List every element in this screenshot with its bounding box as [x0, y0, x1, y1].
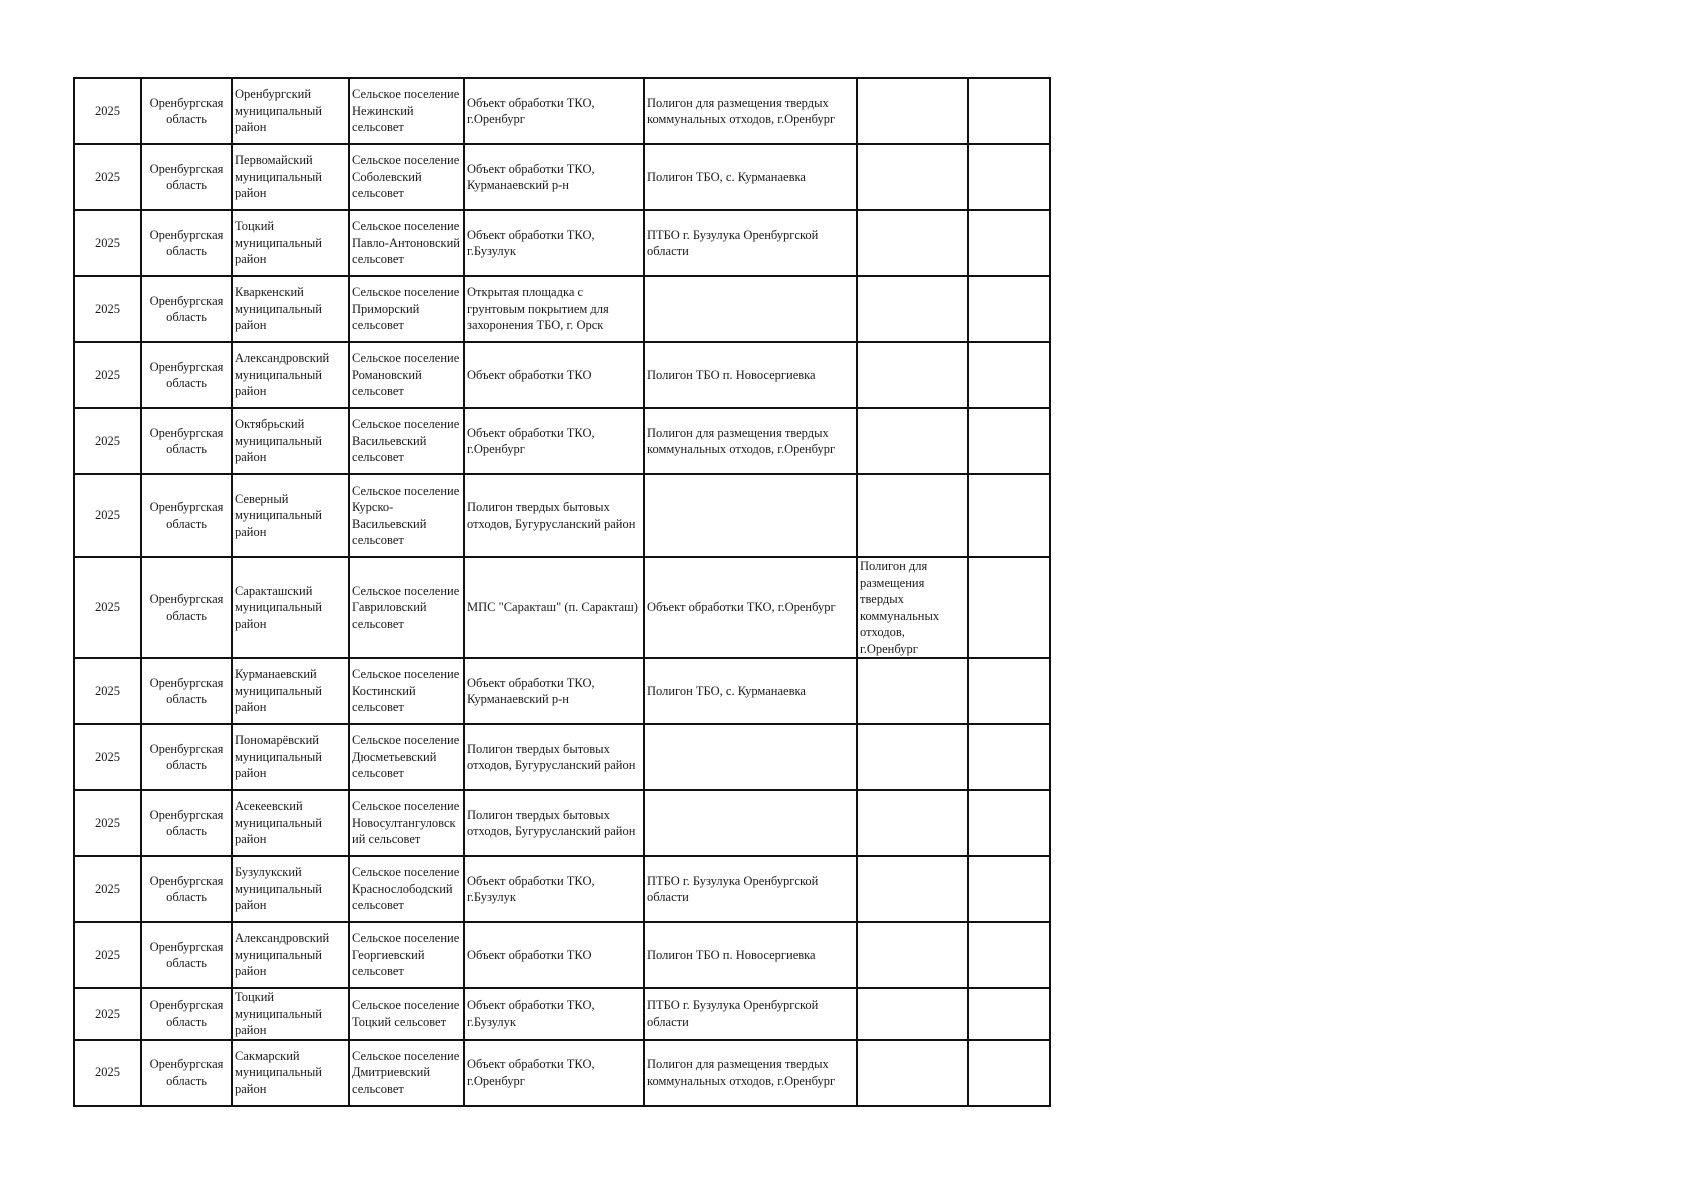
region-cell: Оренбургская область	[141, 922, 232, 988]
object2-cell: Полигон для размещения твердых коммунальных отходов, г.Оренбург	[644, 408, 857, 474]
table-row	[74, 988, 1050, 1040]
year-cell: 2025	[74, 276, 141, 342]
year-cell: 2025	[74, 724, 141, 790]
waste-routing-table	[73, 77, 1051, 1107]
table-row	[74, 557, 1050, 658]
region-cell: Оренбургская область	[141, 144, 232, 210]
settlement-cell: Сельское поселение Романовский сельсовет	[349, 342, 464, 408]
object2-cell: Полигон ТБО п. Новосергиевка	[644, 342, 857, 408]
object2-cell: Полигон ТБО п. Новосергиевка	[644, 922, 857, 988]
year-cell: 2025	[74, 144, 141, 210]
year-cell: 2025	[74, 342, 141, 408]
extra-cell	[968, 474, 1050, 557]
settlement-cell: Сельское поселение Дюсметьевский сельсовет	[349, 724, 464, 790]
object2-cell	[644, 790, 857, 856]
region-cell: Оренбургская область	[141, 276, 232, 342]
object3-cell	[857, 342, 968, 408]
settlement-cell: Сельское поселение Тоцкий сельсовет	[349, 988, 464, 1040]
settlement-cell: Сельское поселение Дмитриевский сельсовет	[349, 1040, 464, 1106]
object1-cell: Объект обработки ТКО, г.Бузулук	[464, 988, 644, 1040]
object1-cell: Объект обработки ТКО, г.Оренбург	[464, 408, 644, 474]
object3-cell	[857, 144, 968, 210]
extra-cell	[968, 922, 1050, 988]
object3-cell	[857, 1040, 968, 1106]
extra-cell	[968, 144, 1050, 210]
object2-cell: Полигон для размещения твердых коммунальных отходов, г.Оренбург	[644, 78, 857, 144]
district-cell: Тоцкий муниципальный район	[232, 988, 349, 1040]
object3-cell	[857, 724, 968, 790]
district-cell: Кваркенский муниципальный район	[232, 276, 349, 342]
region-cell: Оренбургская область	[141, 210, 232, 276]
year-cell: 2025	[74, 658, 141, 724]
region-cell: Оренбургская область	[141, 342, 232, 408]
object2-cell	[644, 276, 857, 342]
region-cell: Оренбургская область	[141, 658, 232, 724]
extra-cell	[968, 210, 1050, 276]
object1-cell: Объект обработки ТКО, г.Оренбург	[464, 1040, 644, 1106]
extra-cell	[968, 276, 1050, 342]
table-row	[74, 210, 1050, 276]
object2-cell	[644, 724, 857, 790]
settlement-cell: Сельское поселение Нежинский сельсовет	[349, 78, 464, 144]
object1-cell: Полигон твердых бытовых отходов, Бугурусланский район	[464, 724, 644, 790]
object3-cell	[857, 78, 968, 144]
table-row	[74, 724, 1050, 790]
extra-cell	[968, 557, 1050, 658]
extra-cell	[968, 856, 1050, 922]
object3-cell	[857, 210, 968, 276]
extra-cell	[968, 988, 1050, 1040]
extra-cell	[968, 342, 1050, 408]
year-cell: 2025	[74, 856, 141, 922]
object1-cell: Объект обработки ТКО, Курманаевский р-н	[464, 658, 644, 724]
region-cell: Оренбургская область	[141, 724, 232, 790]
settlement-cell: Сельское поселение Костинский сельсовет	[349, 658, 464, 724]
year-cell: 2025	[74, 1040, 141, 1106]
settlement-cell: Сельское поселение Курско-Васильевский сельсовет	[349, 474, 464, 557]
district-cell: Асекеевский муниципальный район	[232, 790, 349, 856]
settlement-cell: Сельское поселение Новосултангуловский сельсовет	[349, 790, 464, 856]
year-cell: 2025	[74, 922, 141, 988]
object1-cell: Объект обработки ТКО, Курманаевский р-н	[464, 144, 644, 210]
settlement-cell: Сельское поселение Краснослободский сельсовет	[349, 856, 464, 922]
object2-cell: Объект обработки ТКО, г.Оренбург	[644, 557, 857, 658]
year-cell: 2025	[74, 408, 141, 474]
district-cell: Саракташский муниципальный район	[232, 557, 349, 658]
region-cell: Оренбургская область	[141, 988, 232, 1040]
object1-cell: Объект обработки ТКО, г.Оренбург	[464, 78, 644, 144]
object1-cell: Открытая площадка с грунтовым покрытием для захоронения ТБО, г. Орск	[464, 276, 644, 342]
year-cell: 2025	[74, 210, 141, 276]
region-cell: Оренбургская область	[141, 408, 232, 474]
district-cell: Бузулукский муниципальный район	[232, 856, 349, 922]
settlement-cell: Сельское поселение Соболевский сельсовет	[349, 144, 464, 210]
object1-cell: Полигон твердых бытовых отходов, Бугурусланский район	[464, 474, 644, 557]
extra-cell	[968, 78, 1050, 144]
object3-cell	[857, 658, 968, 724]
object3-cell	[857, 474, 968, 557]
object3-cell	[857, 790, 968, 856]
object3-cell	[857, 408, 968, 474]
extra-cell	[968, 658, 1050, 724]
object3-cell	[857, 922, 968, 988]
region-cell: Оренбургская область	[141, 856, 232, 922]
object3-cell	[857, 856, 968, 922]
table-row	[74, 78, 1050, 144]
table-row	[74, 922, 1050, 988]
extra-cell	[968, 1040, 1050, 1106]
settlement-cell: Сельское поселение Васильевский сельсовет	[349, 408, 464, 474]
object3-cell: Полигон для размещения твердых коммунальных отходов, г.Оренбург	[857, 557, 968, 658]
district-cell: Курманаевский муниципальный район	[232, 658, 349, 724]
object2-cell: Полигон ТБО, с. Курманаевка	[644, 658, 857, 724]
object2-cell: Полигон для размещения твердых коммунальных отходов, г.Оренбург	[644, 1040, 857, 1106]
table-row	[74, 342, 1050, 408]
district-cell: Сакмарский муниципальный район	[232, 1040, 349, 1106]
table-row	[74, 474, 1050, 557]
table-row	[74, 144, 1050, 210]
year-cell: 2025	[74, 78, 141, 144]
object1-cell: Объект обработки ТКО, г.Бузулук	[464, 856, 644, 922]
table-row	[74, 276, 1050, 342]
district-cell: Тоцкий муниципальный район	[232, 210, 349, 276]
object2-cell: ПТБО г. Бузулука Оренбургской области	[644, 856, 857, 922]
object2-cell: Полигон ТБО, с. Курманаевка	[644, 144, 857, 210]
settlement-cell: Сельское поселение Павло-Антоновский сельсовет	[349, 210, 464, 276]
object2-cell: ПТБО г. Бузулука Оренбургской области	[644, 988, 857, 1040]
region-cell: Оренбургская область	[141, 557, 232, 658]
year-cell: 2025	[74, 557, 141, 658]
region-cell: Оренбургская область	[141, 474, 232, 557]
table-row	[74, 1040, 1050, 1106]
year-cell: 2025	[74, 474, 141, 557]
object3-cell	[857, 276, 968, 342]
object1-cell: МПС "Саракташ" (п. Саракташ)	[464, 557, 644, 658]
region-cell: Оренбургская область	[141, 1040, 232, 1106]
region-cell: Оренбургская область	[141, 790, 232, 856]
year-cell: 2025	[74, 988, 141, 1040]
object1-cell: Объект обработки ТКО	[464, 922, 644, 988]
district-cell: Александровский муниципальный район	[232, 922, 349, 988]
settlement-cell: Сельское поселение Георгиевский сельсовет	[349, 922, 464, 988]
object1-cell: Полигон твердых бытовых отходов, Бугурусланский район	[464, 790, 644, 856]
table-row	[74, 790, 1050, 856]
table-row	[74, 856, 1050, 922]
object3-cell	[857, 988, 968, 1040]
table-row	[74, 408, 1050, 474]
table-row	[74, 658, 1050, 724]
object2-cell	[644, 474, 857, 557]
extra-cell	[968, 724, 1050, 790]
extra-cell	[968, 790, 1050, 856]
district-cell: Оренбургский муниципальный район	[232, 78, 349, 144]
object1-cell: Объект обработки ТКО	[464, 342, 644, 408]
district-cell: Октябрьский муниципальный район	[232, 408, 349, 474]
settlement-cell: Сельское поселение Приморский сельсовет	[349, 276, 464, 342]
region-cell: Оренбургская область	[141, 78, 232, 144]
extra-cell	[968, 408, 1050, 474]
object2-cell: ПТБО г. Бузулука Оренбургской области	[644, 210, 857, 276]
settlement-cell: Сельское поселение Гавриловский сельсовет	[349, 557, 464, 658]
district-cell: Александровский муниципальный район	[232, 342, 349, 408]
year-cell: 2025	[74, 790, 141, 856]
object1-cell: Объект обработки ТКО, г.Бузулук	[464, 210, 644, 276]
district-cell: Северный муниципальный район	[232, 474, 349, 557]
district-cell: Первомайский муниципальный район	[232, 144, 349, 210]
district-cell: Пономарёвский муниципальный район	[232, 724, 349, 790]
